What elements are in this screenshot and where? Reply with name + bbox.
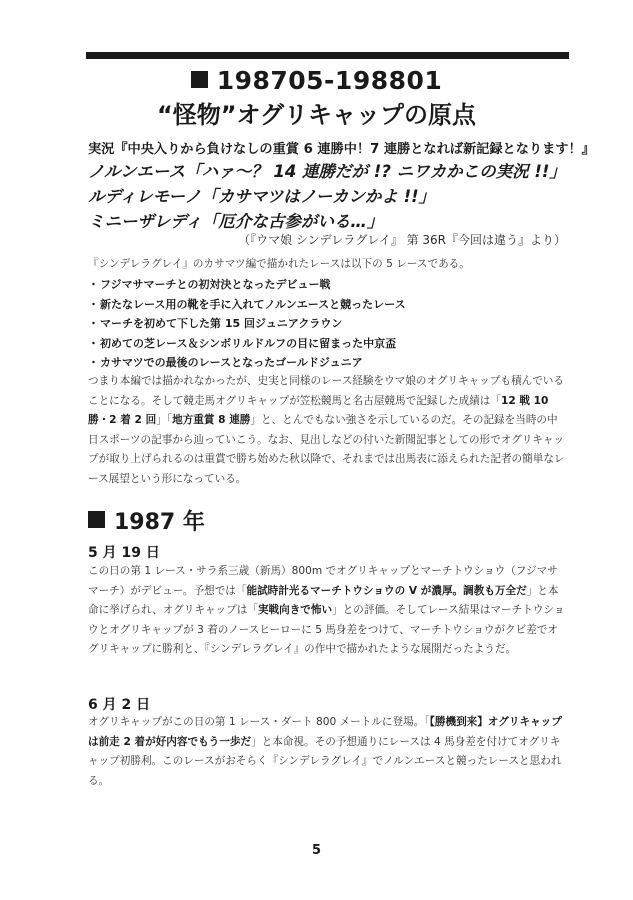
section-heading-year: 1987 年 [88,505,205,536]
entry-date-heading: 5 月 19 日 [88,545,160,561]
top-rule [86,52,569,59]
square-bullet-icon [88,511,105,528]
emphasis-prediction: 能試時計光るマーチトウショウの V が濃厚。調教も万全だ [246,584,527,597]
emphasis-record: 12 戦 10 勝・2 着 2 回 [88,394,549,426]
race-list-item: ・フジマサマーチとの初対決となったデビュー戦 [88,278,331,291]
race-list-item: ・マーチを初めて下した第 15 回ジュニアクラウン [88,317,343,330]
quote-norn-ace: ノルンエース「ハァ～？ 14 連勝だが !? ニワカかこの実況 !!」 [88,162,566,181]
main-paragraph: つまり本編では描かれなかったが、史実と同様のレース経験をウマ娘のオグリキャップも積んでいることになる。そして競走馬オグリキャップが笠松競馬と名古屋競馬で記録した成績は「12 戦 10 勝・2 着 2 回」「地方重賞 8 連勝」と、とんでもない強さを示しているのだ。その記録を当時の中日スポーツの記事から辿っていこう。なお、見出しなどの付いた新聞記事としての形でオグリキャップが取り上げられるのは重賞で勝ち始めた秋以降で、それまでは出馬表に添えられた記者の簡単なレース展望という形になっている。 [88,375,565,485]
quote-minnie-the-lady: ミニーザレディ「厄介な古参がいる…」 [88,212,384,231]
square-bullet-icon [191,71,208,88]
race-list-item: ・カサマツでの最後のレースとなったゴールドジュニア [88,356,363,369]
race-list-item: ・新たなレース用の靴を手に入れてノルンエースと競ったレース [88,297,406,311]
race-list-item: ・初めての芝レース＆シンボリルドルフの目に留まった中京盃 [88,336,397,350]
emphasis-prediction: 【勝機到来】オグリキャップは前走 2 着が好内容でもう一歩だ [88,716,562,748]
race-list [88,275,568,373]
page-title-line1: 198705-198801 [0,66,633,95]
entry-paragraph: この日の第 1 レース・サラ系三歳（新馬）800m でオグリキャップとマーチトウショウ（フジマサマーチ）がデビュー。予想では「能試時計光るマーチトウショウの V が濃厚。調教も万全だ」と本命に挙げられ、オグリキャップは「実戦向きで怖い」との評価。そしてレース結果はマーチトウショウとオグリキャップが 3 着のノースヒーローに 5 馬身差をつけて、マーチトウショウがクビ差でオグリキャップに勝利と、『シンデレラグレイ』の作中で描かれたような展開だったようだ。 [88,565,565,655]
emphasis-evaluation: 実戦向きで怖い [257,604,333,616]
quote-commentary: 実況『中央入りから負けなしの重賞 6 連勝中！7 連勝となれば新記録となります！』 [88,142,595,157]
quote-rudy-lemono: ルディレモーノ「カサマツはノーカンかよ !!」 [88,187,436,206]
entry-paragraph: オグリキャップがこの日の第 1 レース・ダート 800 メートルに登場。「【勝機到来】オグリキャップは前走 2 着が好内容でもう一歩だ」と本命視。その予想通りにレースは 4 馬身差を付けてオグリキャップ初勝利。このレースがおそらく『シンデレラグレイ』でノルンエースと競ったレースと思われる。 [88,716,562,787]
emphasis-streak: 地方重賞 8 連勝 [172,414,251,426]
intro-paragraph: 『シンデレラグレイ』のカサマツ編で描かれたレースは以下の 5 レースである。 [88,258,470,270]
page-number: 5 [311,843,322,858]
page-title-line2: “怪物”オグリキャップの原点 [156,101,477,129]
entry-date-heading: 6 月 2 日 [88,697,151,713]
quote-source: （『ウマ娘 シンデレラグレイ』 第 36R『今回は違う』より） [238,233,566,247]
